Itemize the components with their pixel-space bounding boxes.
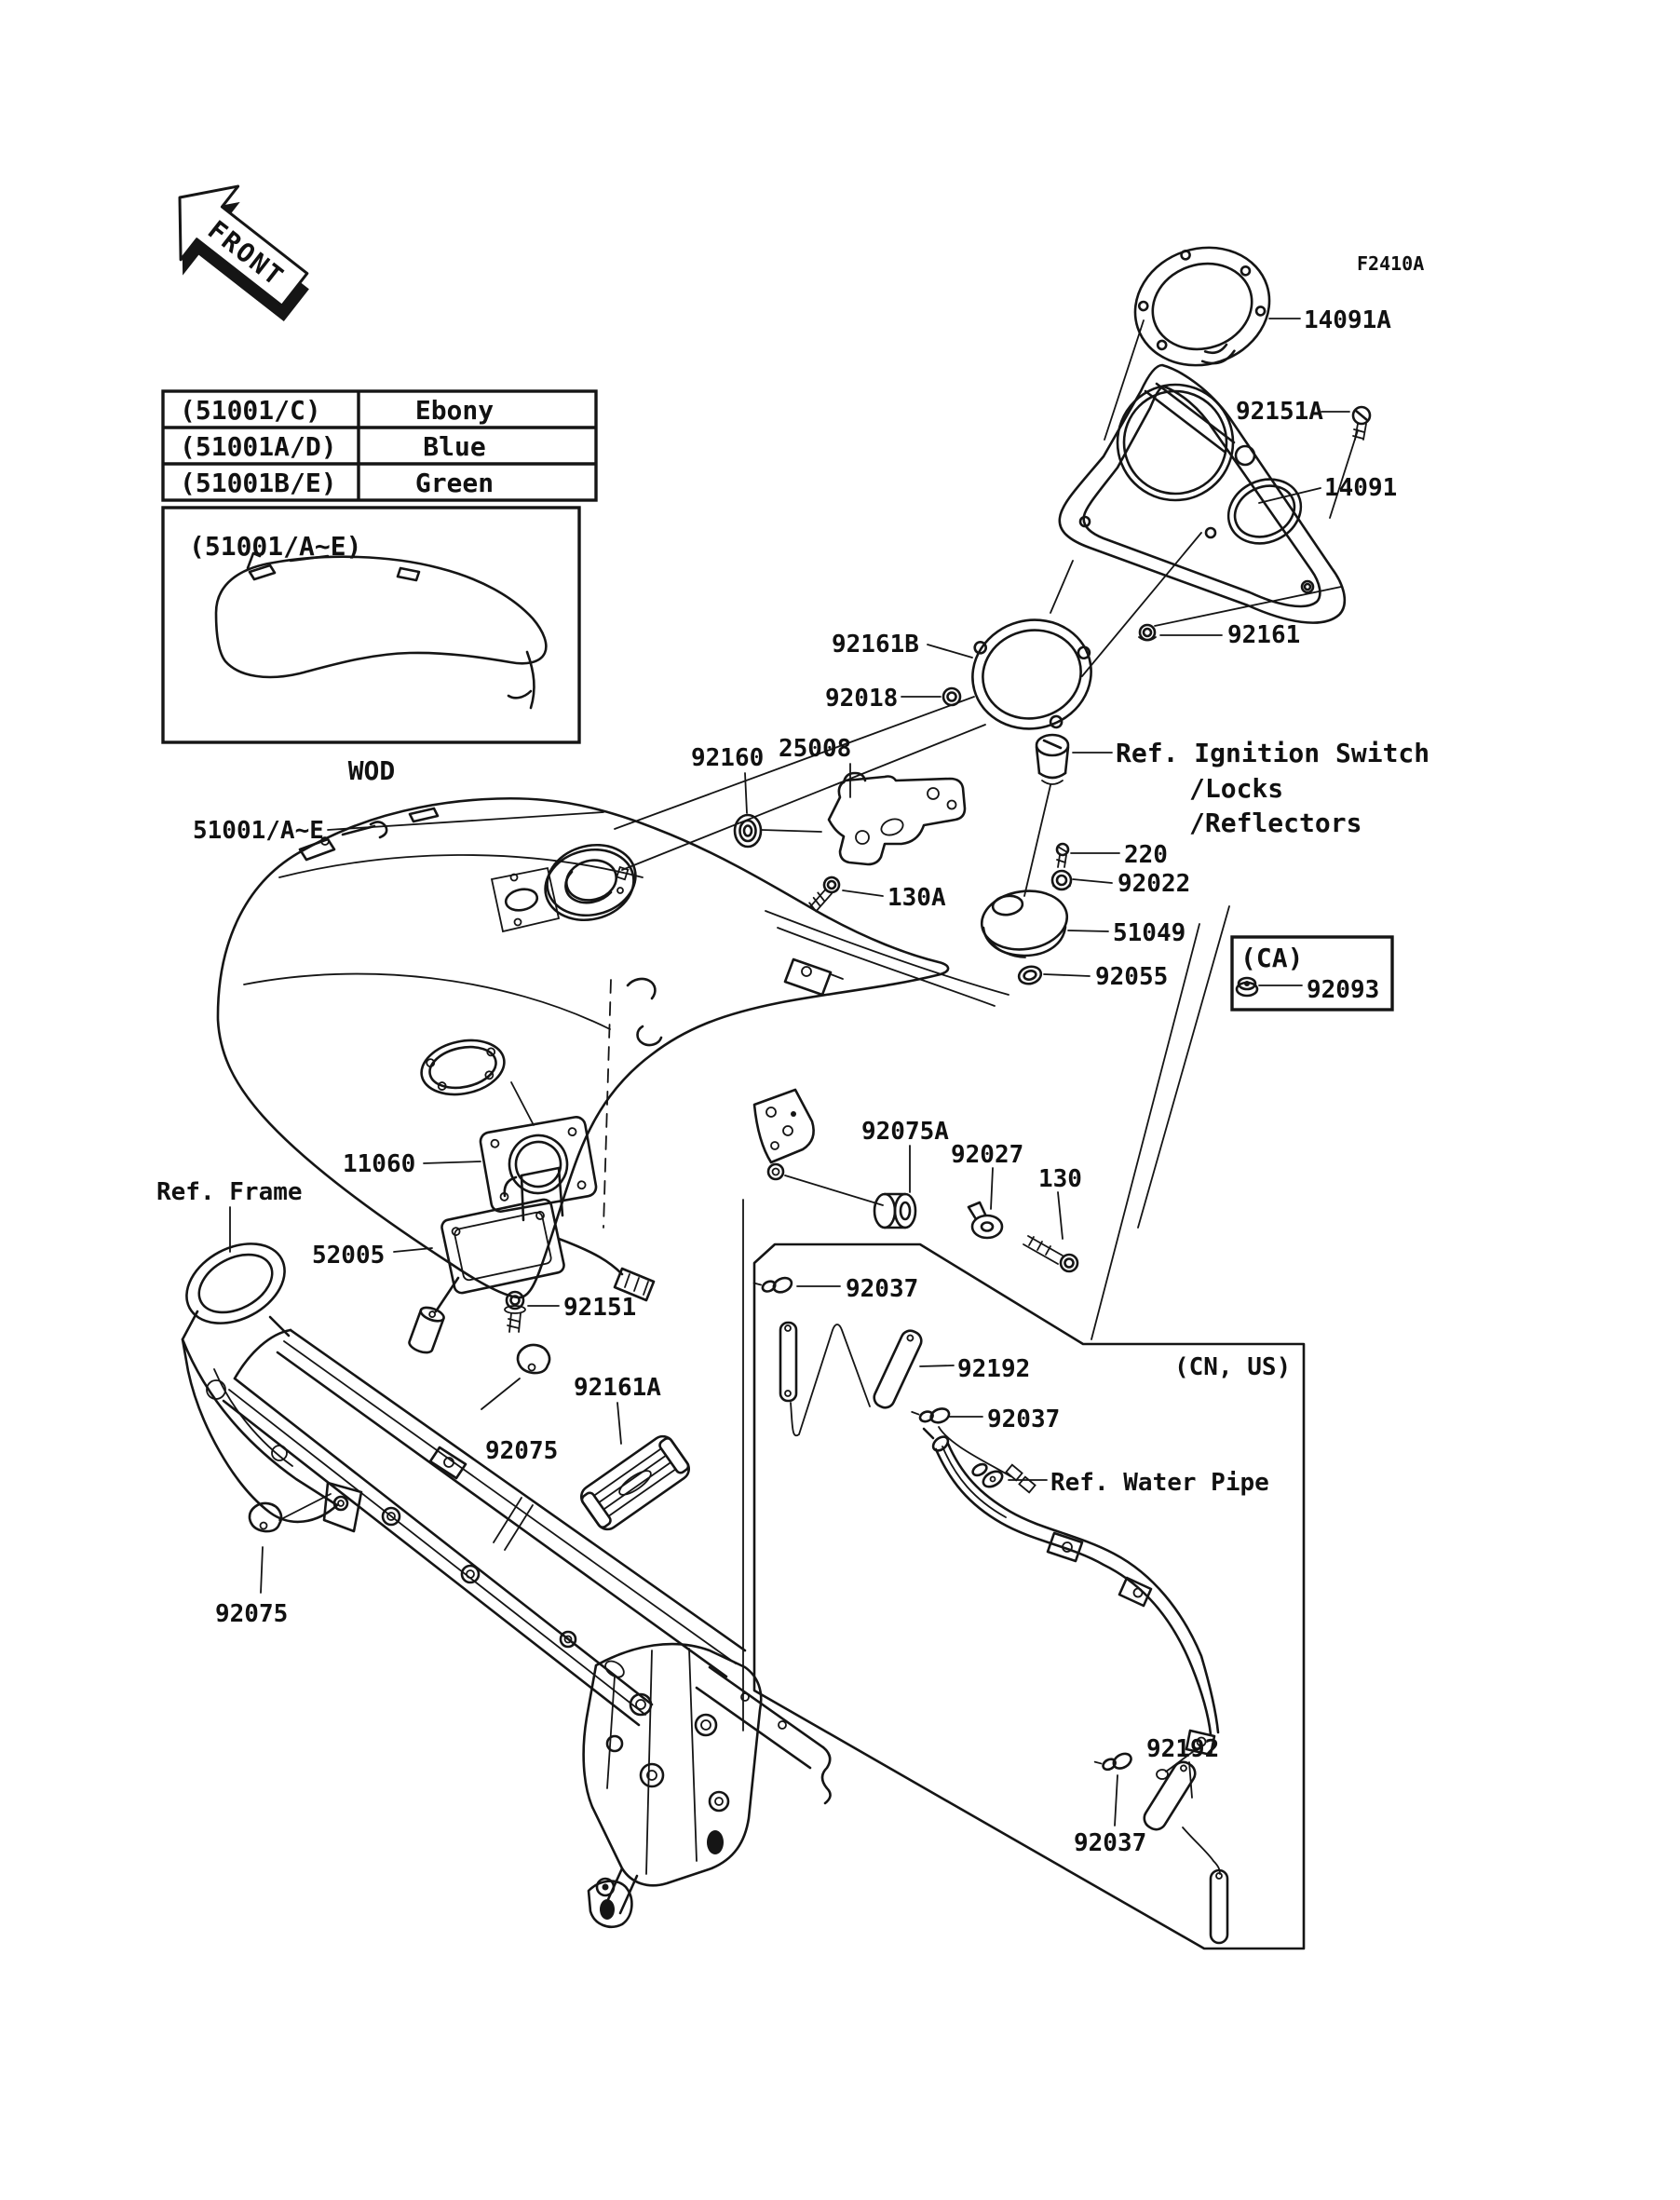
part-label-92192-2: 92192: [1146, 1735, 1220, 1763]
hose-end-tube: [1211, 1870, 1227, 1943]
callout-cn-us: (CN, US): [1174, 1353, 1292, 1381]
fuel-tank-drawing: [218, 798, 1009, 1297]
meter-cover-gasket-14091a: [1119, 230, 1285, 383]
part-label-92151a: 92151A: [1236, 398, 1323, 426]
part-label-52005: 52005: [312, 1242, 386, 1270]
part-label-92037-1: 92037: [846, 1275, 919, 1303]
clamp-92037-2: [912, 1400, 951, 1430]
callout-ref-water-pipe: Ref. Water Pipe: [1050, 1469, 1269, 1497]
part-label-92027: 92027: [951, 1141, 1024, 1169]
tank-side-view-inset: [163, 508, 579, 786]
panel-nut-92018: [943, 688, 960, 705]
fuel-gauge-52005: [408, 1168, 654, 1355]
ca-region-label: (CA): [1240, 943, 1304, 973]
part-label-92192-1: 92192: [957, 1355, 1031, 1383]
part-label-92037-3: 92037: [1074, 1829, 1147, 1857]
part-label-14091: 14091: [1324, 474, 1398, 502]
part-label-14091a: 14091A: [1304, 306, 1391, 334]
frame-drawing: [173, 1228, 831, 1927]
grommet-92160: [735, 815, 821, 847]
part-label-92161b: 92161B: [832, 631, 919, 659]
callout-ref-frame: Ref. Frame: [156, 1178, 303, 1206]
part-label-92075-lower: 92075: [215, 1600, 289, 1628]
part-label-130: 130: [1038, 1165, 1082, 1193]
damper-92161a: [577, 1432, 694, 1533]
part-label-11060: 11060: [343, 1150, 416, 1178]
front-direction-arrow: [143, 162, 332, 342]
part-label-92022: 92022: [1118, 870, 1191, 898]
diagram-code: F2410A: [1357, 252, 1425, 275]
part-label-92161: 92161: [1227, 621, 1301, 649]
part-label-25008: 25008: [779, 735, 852, 763]
part-label-92018: 92018: [825, 685, 899, 713]
nut-92022: [1052, 871, 1071, 890]
plug-92027: [969, 1202, 1002, 1238]
part-label-220: 220: [1124, 841, 1168, 869]
color-table: [163, 391, 596, 500]
damper-92075-upper: [481, 1345, 549, 1409]
part-label-92055: 92055: [1095, 963, 1169, 991]
screw-220: [1057, 844, 1068, 867]
damper-92075-lower: [250, 1494, 331, 1593]
table-row-color: Blue: [423, 431, 486, 462]
meter-screw-92151a: [1353, 407, 1370, 440]
part-label-92151: 92151: [563, 1294, 637, 1322]
part-label-51049: 51049: [1113, 919, 1186, 947]
part-label-92075-upper: 92075: [485, 1437, 559, 1465]
callout-ref-ignition-switch: Ref. Ignition Switch: [1116, 738, 1430, 768]
hose-92192-1: [871, 1327, 924, 1410]
callout-tank-variant: 51001/A~E: [193, 817, 324, 845]
clamp-92037-1: [754, 1269, 794, 1302]
table-row-code: (51001B/E): [180, 468, 337, 498]
table-row-code: (51001/C): [180, 395, 321, 426]
grommet-92075a: [874, 1194, 915, 1228]
callout-ref-ignition-reflectors: /Reflectors: [1189, 808, 1362, 838]
damper-nut-92161: [1139, 625, 1156, 641]
part-label-92037-2: 92037: [987, 1406, 1061, 1433]
inset-caption-wod: WOD: [347, 755, 396, 786]
part-label-92161a: 92161A: [574, 1374, 661, 1402]
cn-us-region: [754, 1244, 1304, 1949]
o-ring-92055: [1017, 964, 1043, 986]
bolt-130: [1023, 1236, 1077, 1271]
table-row-code: (51001A/D): [180, 431, 337, 462]
front-arrow-label: FRONT: [201, 214, 291, 293]
bracket-25008: [829, 773, 965, 864]
projection-lines: [615, 320, 1358, 1731]
fuel-hose-vertical: [780, 1323, 796, 1401]
callout-ref-ignition-locks: /Locks: [1189, 773, 1284, 804]
table-row-color: Ebony: [414, 395, 495, 426]
part-label-92160: 92160: [691, 744, 765, 772]
gasket-11060: [479, 1116, 597, 1213]
inset-title: (51001/A~E): [189, 531, 362, 562]
part-label-130a: 130A: [887, 884, 946, 912]
clamp-92037-3: [1095, 1745, 1134, 1779]
part-label-92093: 92093: [1307, 976, 1380, 1004]
meter-bezel-ring-92161b: [960, 606, 1106, 746]
table-row-color: Green: [414, 468, 495, 498]
part-label-92075a: 92075A: [861, 1118, 949, 1146]
